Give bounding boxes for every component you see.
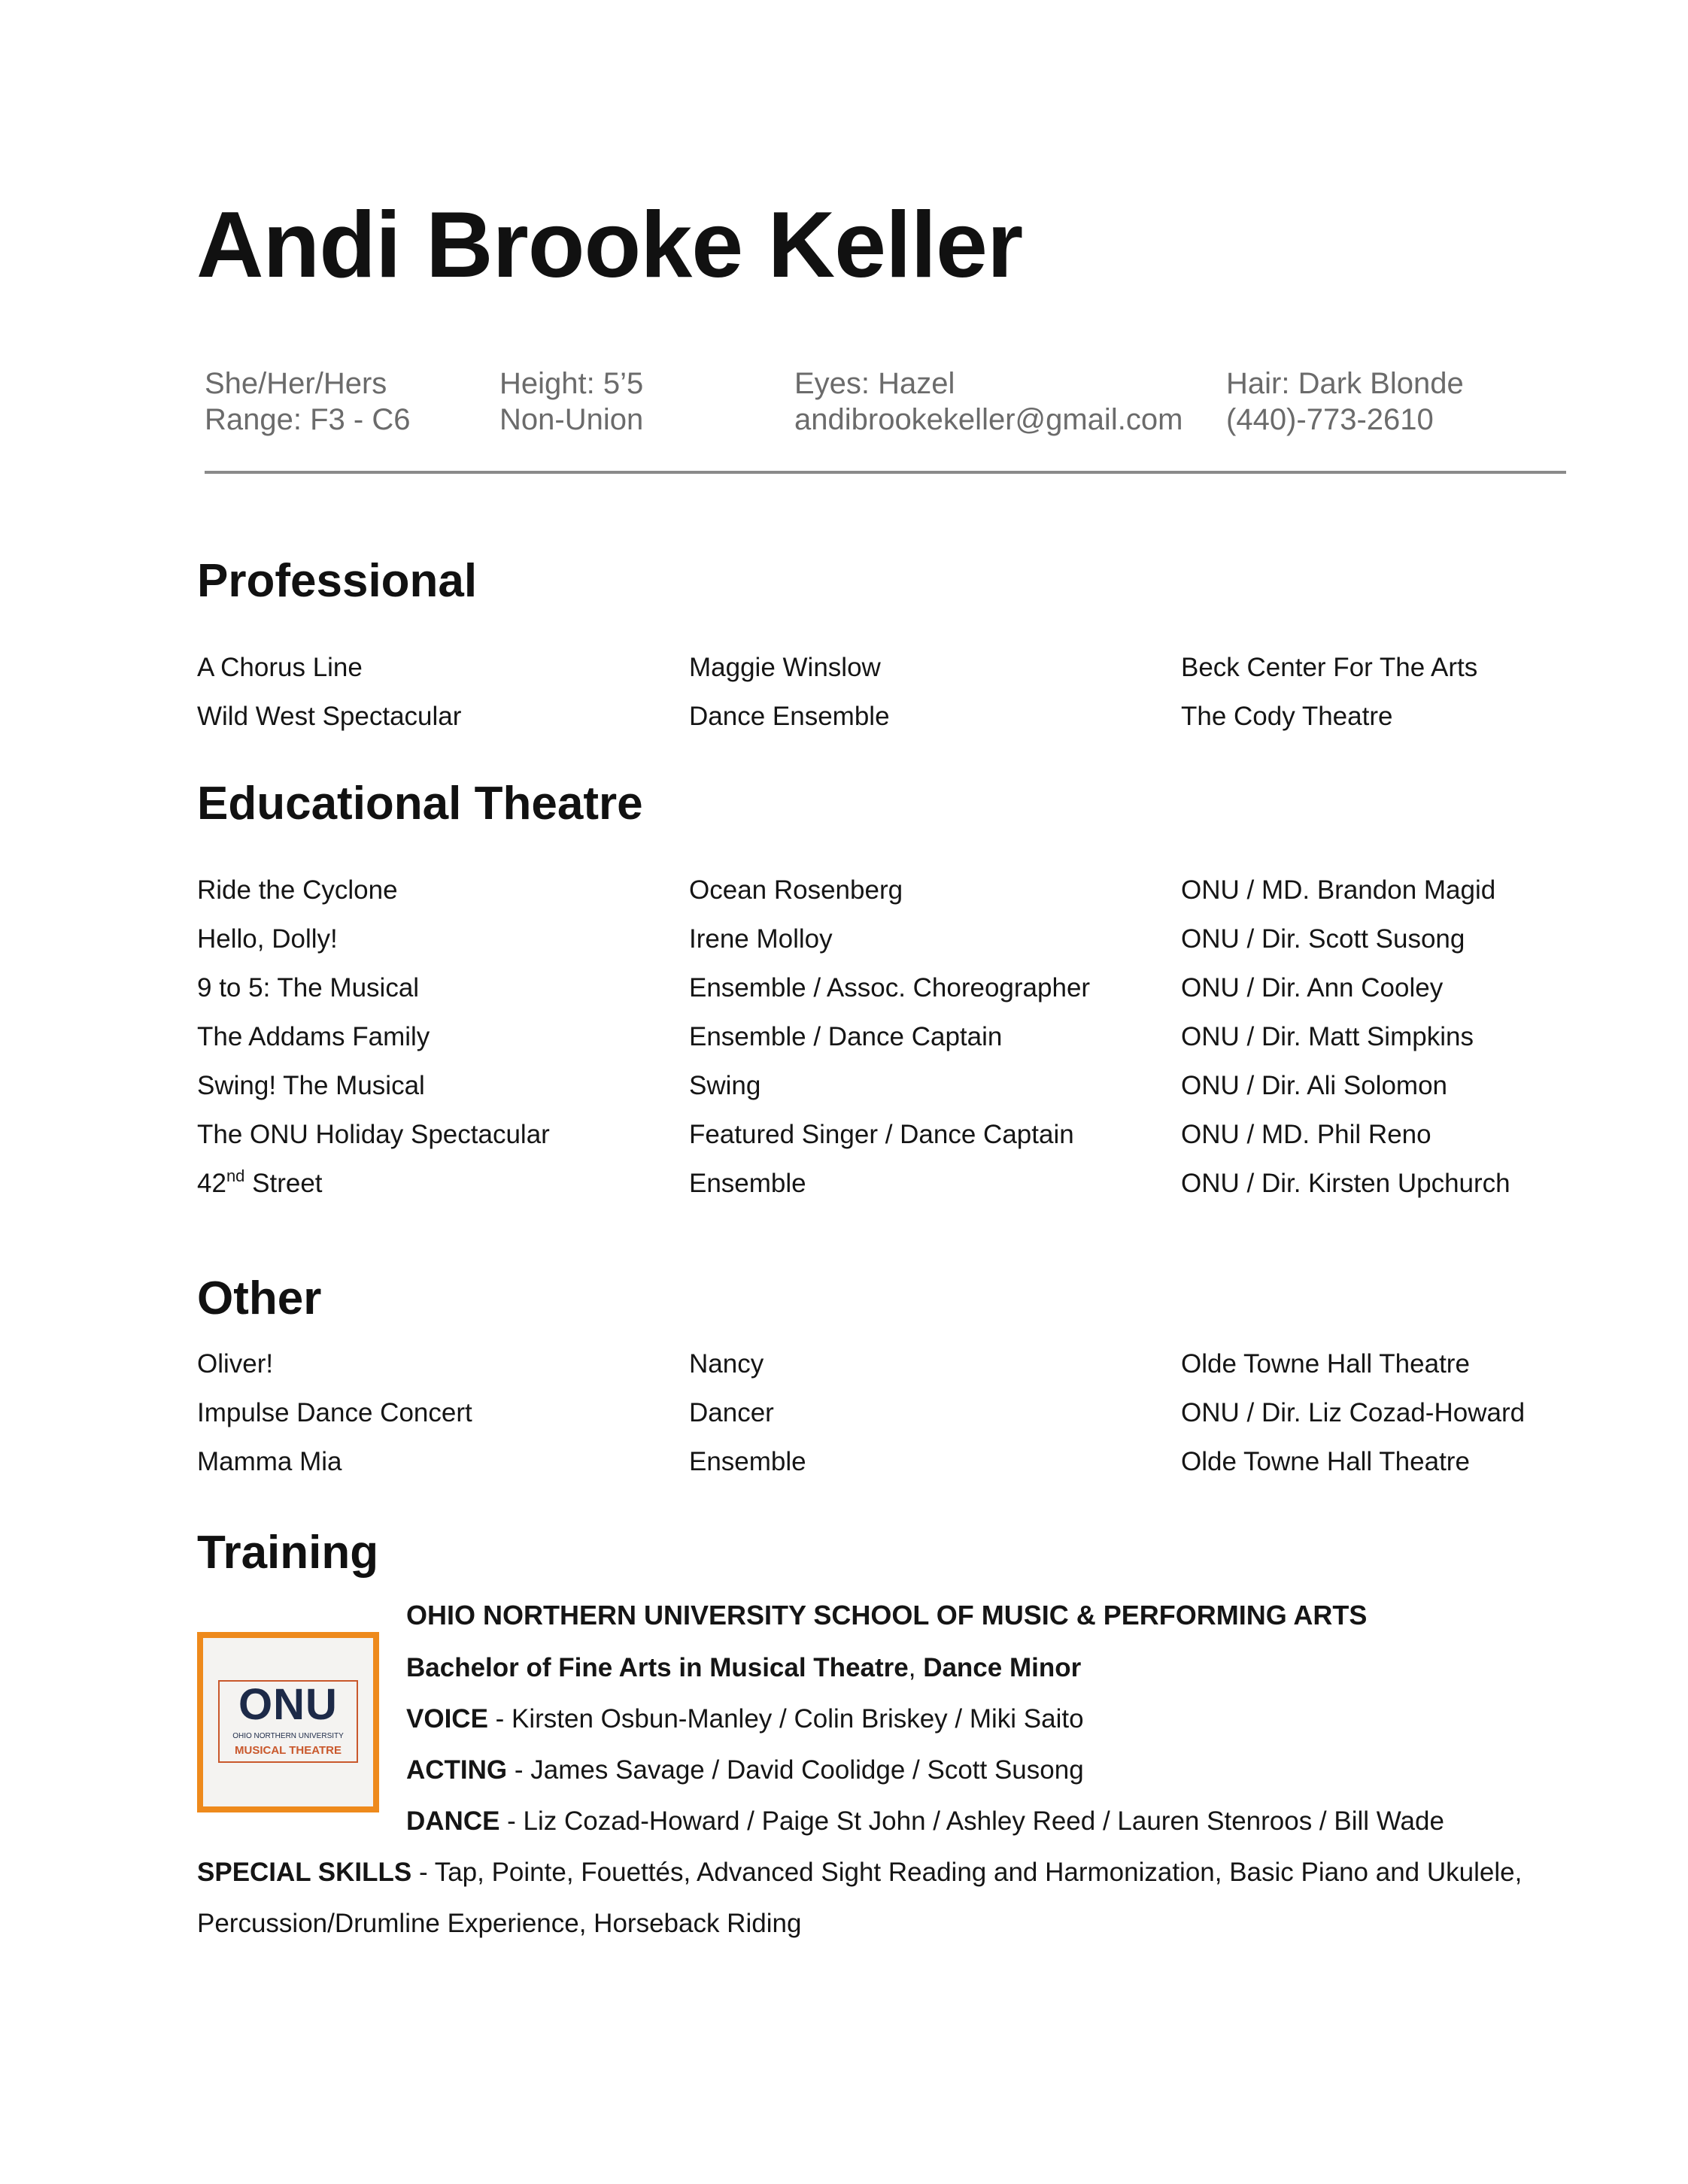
- section-educational-title: Educational Theatre: [197, 778, 643, 830]
- credit-venue: ONU / MD. Brandon Magid: [1181, 875, 1496, 905]
- acting-label: ACTING: [406, 1755, 508, 1785]
- degree-separator: ,: [908, 1653, 924, 1682]
- special-skills: [197, 1859, 1522, 1885]
- voice-teachers: - Kirsten Osbun-Manley / Colin Briskey / Miki Saito: [487, 1704, 1084, 1734]
- dance-teachers: - Liz Cozad-Howard / Paige St John / Ashley Reed / Lauren Stenroos / Bill Wade: [499, 1806, 1444, 1836]
- onu-logo-university: OHIO NORTHERN UNIVERSITY: [232, 1732, 344, 1740]
- credit-show: Hello, Dolly!: [197, 924, 338, 954]
- credit-show: A Chorus Line: [197, 653, 363, 682]
- credit-role: Ensemble / Dance Captain: [689, 1022, 1003, 1051]
- credit-show: Ride the Cyclone: [197, 875, 398, 905]
- credit-role: Dance Ensemble: [689, 702, 890, 731]
- credit-role: Ensemble: [689, 1447, 806, 1476]
- credit-venue: ONU / Dir. Ali Solomon: [1181, 1071, 1447, 1100]
- onu-logo-program: MUSICAL THEATRE: [235, 1744, 342, 1757]
- credit-show: Oliver!: [197, 1349, 274, 1379]
- voice-label: VOICE: [406, 1704, 488, 1734]
- credit-role: Maggie Winslow: [689, 653, 881, 682]
- special-skills-continued: Percussion/Drumline Experience, Horseback Riding: [197, 1909, 802, 1938]
- onu-logo: [197, 1632, 379, 1812]
- credit-role: Irene Molloy: [689, 924, 833, 954]
- credit-venue: Beck Center For The Arts: [1181, 653, 1478, 682]
- pronouns: She/Her/Hers: [205, 367, 387, 400]
- training-acting: [406, 1757, 1084, 1783]
- credit-show: 9 to 5: The Musical: [197, 973, 420, 1003]
- show-suffix: Street: [244, 1169, 323, 1198]
- credit-role: Dancer: [689, 1398, 774, 1427]
- credit-role: Ensemble: [689, 1169, 806, 1198]
- credit-venue: ONU / Dir. Ann Cooley: [1181, 973, 1444, 1003]
- eye-color: Eyes: Hazel: [794, 367, 955, 400]
- hair-color: Hair: Dark Blonde: [1226, 367, 1464, 400]
- header-divider: [205, 471, 1566, 474]
- union-status: Non-Union: [499, 403, 644, 436]
- onu-logo-wordmark: ONU: [238, 1680, 338, 1729]
- credit-venue: ONU / Dir. Matt Simpkins: [1181, 1022, 1474, 1051]
- credit-show: The Addams Family: [197, 1022, 430, 1051]
- credit-show: Wild West Spectacular: [197, 702, 462, 731]
- section-other-title: Other: [197, 1272, 322, 1324]
- degree-minor: Dance Minor: [923, 1653, 1082, 1682]
- credit-venue: ONU / Dir. Liz Cozad-Howard: [1181, 1398, 1526, 1427]
- resume-name: Andi Brooke Keller: [196, 193, 1023, 297]
- section-professional-title: Professional: [197, 555, 478, 607]
- credit-role: Nancy: [689, 1349, 764, 1379]
- credit-venue: ONU / Dir. Kirsten Upchurch: [1181, 1169, 1510, 1198]
- credit-show: The ONU Holiday Spectacular: [197, 1120, 550, 1149]
- training-voice: [406, 1706, 1084, 1732]
- phone[interactable]: (440)-773-2610: [1226, 403, 1434, 436]
- email[interactable]: andibrookekeller@gmail.com: [794, 403, 1183, 436]
- credit-show: [197, 1166, 323, 1198]
- training-dance: [406, 1808, 1444, 1834]
- credit-show: Mamma Mia: [197, 1447, 342, 1476]
- show-number: 42: [197, 1169, 226, 1198]
- height: Height: 5’5: [499, 367, 644, 400]
- credit-venue: Olde Towne Hall Theatre: [1181, 1447, 1470, 1476]
- credit-role: Ensemble / Assoc. Choreographer: [689, 973, 1091, 1003]
- acting-teachers: - James Savage / David Coolidge / Scott Susong: [507, 1755, 1084, 1785]
- section-training-title: Training: [197, 1527, 379, 1579]
- skills-list: - Tap, Pointe, Fouettés, Advanced Sight Reading and Harmonization, Basic Piano and Ukulele,: [411, 1858, 1523, 1887]
- skills-label: SPECIAL SKILLS: [197, 1858, 412, 1887]
- credit-role: Ocean Rosenberg: [689, 875, 903, 905]
- credit-role: Swing: [689, 1071, 761, 1100]
- credit-venue: Olde Towne Hall Theatre: [1181, 1349, 1470, 1379]
- training-school: OHIO NORTHERN UNIVERSITY SCHOOL OF MUSIC & PERFORMING ARTS: [406, 1600, 1368, 1630]
- dance-label: DANCE: [406, 1806, 500, 1836]
- credit-role: Featured Singer / Dance Captain: [689, 1120, 1074, 1149]
- vocal-range: Range: F3 - C6: [205, 403, 411, 436]
- degree-name: Bachelor of Fine Arts in Musical Theatre: [406, 1653, 909, 1682]
- training-degree: [406, 1655, 1081, 1681]
- credit-show: Swing! The Musical: [197, 1071, 425, 1100]
- onu-logo-frame: [218, 1680, 358, 1763]
- credit-venue: ONU / Dir. Scott Susong: [1181, 924, 1465, 954]
- credit-venue: The Cody Theatre: [1181, 702, 1393, 731]
- credit-show: Impulse Dance Concert: [197, 1398, 472, 1427]
- credit-venue: ONU / MD. Phil Reno: [1181, 1120, 1431, 1149]
- ordinal-superscript: nd: [226, 1166, 245, 1185]
